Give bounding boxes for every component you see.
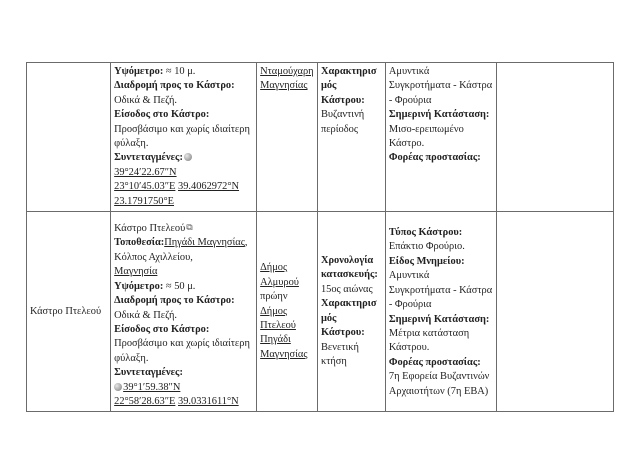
- table-row: [27, 212, 614, 412]
- type-label: Τύπος Κάστρου:: [388, 227, 463, 239]
- altitude-label: Υψόμετρο:: [114, 66, 164, 77]
- municipality-cell: [257, 212, 318, 412]
- chronology-value: 15ος αιώνας: [320, 283, 373, 295]
- period-cell: [317, 212, 385, 412]
- status-label: Σημερινή Κατάσταση:: [388, 109, 490, 121]
- monument-value: Αμυντικά Συγκροτήματα - Κάστρα - Φρούρια: [388, 270, 493, 311]
- castle-title: Κάστρο Πτελεού: [114, 223, 186, 235]
- globe-icon[interactable]: [114, 383, 122, 391]
- castles-table: [26, 62, 614, 412]
- castle-name: Κάστρο Πτελεού: [30, 305, 102, 317]
- coords-label: Συντεταγμένες:: [114, 367, 183, 379]
- municipality-link[interactable]: Δήμος: [260, 262, 288, 274]
- altitude-value: ≈ 50 μ.: [163, 280, 196, 292]
- entry-label: Είσοδος στο Κάστρο:: [114, 109, 210, 121]
- castle-details-cell: [111, 63, 257, 212]
- coords-decimal-link[interactable]: 39.0331611°N: [178, 395, 239, 407]
- period-label: Χαρακτηρισμός Κάστρου:: [320, 298, 377, 339]
- image-cell: [497, 212, 614, 412]
- coords-dms-lon-link[interactable]: 22°58′28.63″E: [114, 395, 176, 407]
- coords-dms-lat-link[interactable]: 39°1′59.38″N: [123, 381, 181, 393]
- status-label: Σημερινή Κατάσταση:: [388, 313, 490, 325]
- image-cell: [497, 63, 614, 212]
- status-value: Μέτρια κατάσταση Κάστρου.: [388, 327, 470, 354]
- municipality-link[interactable]: Πηγάδι: [260, 334, 291, 346]
- type-value: Αμυντικά Συγκροτήματα - Κάστρα - Φρούρια: [388, 66, 493, 106]
- protection-value: 7η Εφορεία Βυζαντινών Αρχαιοτήτων (7η ΕΒΑ): [388, 371, 490, 397]
- period-value: Βενετική κτήση: [320, 341, 359, 367]
- route-label: Διαδρομή προς το Κάστρο:: [114, 295, 235, 307]
- municipality-link[interactable]: Μαγνησίας: [260, 348, 308, 360]
- route-value: Οδικά & Πεζή.: [114, 94, 177, 106]
- coords-dms-lon-link[interactable]: 23°10′45.03″E: [114, 181, 176, 193]
- entry-label: Είσοδος στο Κάστρο:: [114, 323, 210, 335]
- monument-label: Είδος Μνημείου:: [388, 255, 465, 267]
- entry-value: Προσβάσιμο και χωρίς ιδιαίτερη φύλαξη.: [114, 338, 250, 364]
- protection-label: Φορέας προστασίας:: [388, 152, 481, 164]
- municipality-link[interactable]: Νταμούχαρη: [260, 66, 314, 77]
- status-cell: [385, 212, 497, 412]
- protection-label: Φορέας προστασίας:: [388, 356, 481, 368]
- globe-icon[interactable]: [184, 153, 192, 161]
- coords-label: Συντεταγμένες:: [114, 152, 183, 164]
- entry-value: Προσβάσιμο και χωρίς ιδιαίτερη φύλαξη.: [114, 123, 250, 150]
- municipality-link[interactable]: Μαγνησίας: [260, 80, 308, 92]
- route-value: Οδικά & Πεζή.: [114, 309, 177, 321]
- table-row: [27, 63, 614, 212]
- municipality-cell: [257, 63, 318, 212]
- coords-dms-lat-link[interactable]: 39°24′22.67″N: [114, 166, 177, 178]
- municipality-text: πρώην: [260, 291, 288, 303]
- location-link[interactable]: Μαγνησία: [114, 266, 158, 278]
- location-label: Τοποθεσία:: [114, 237, 165, 249]
- municipality-link[interactable]: Δήμος: [260, 305, 288, 317]
- municipality-link[interactable]: Αλμυρού: [260, 276, 299, 288]
- altitude-label: Υψόμετρο:: [114, 280, 164, 292]
- castle-details-cell: [111, 212, 257, 412]
- chronology-label: Χρονολογία κατασκευής:: [320, 255, 378, 281]
- period-value: Βυζαντινή περίοδος: [320, 109, 365, 135]
- status-value: Μισο-ερειπωμένο Κάστρο.: [388, 123, 464, 150]
- altitude-value: ≈ 10 μ.: [163, 66, 196, 77]
- status-cell: [385, 63, 497, 212]
- castle-name-cell: [27, 212, 111, 412]
- type-value: Επάκτιο Φρούριο.: [388, 241, 465, 253]
- castle-name-cell: [27, 63, 111, 212]
- location-link[interactable]: Πηγάδι Μαγνησίας: [164, 237, 245, 249]
- period-cell: [317, 63, 385, 212]
- period-label: Χαρακτηρισμός Κάστρου:: [320, 66, 377, 106]
- route-label: Διαδρομή προς το Κάστρο:: [114, 80, 235, 92]
- location-rest: , Κόλπος Αχιλλείου,: [114, 237, 248, 263]
- municipality-link[interactable]: Πτελεού: [260, 319, 296, 331]
- external-link-icon[interactable]: ⧉: [186, 222, 193, 233]
- coords-decimal-link[interactable]: 39.4062972°N 23.1791750°E: [114, 181, 240, 207]
